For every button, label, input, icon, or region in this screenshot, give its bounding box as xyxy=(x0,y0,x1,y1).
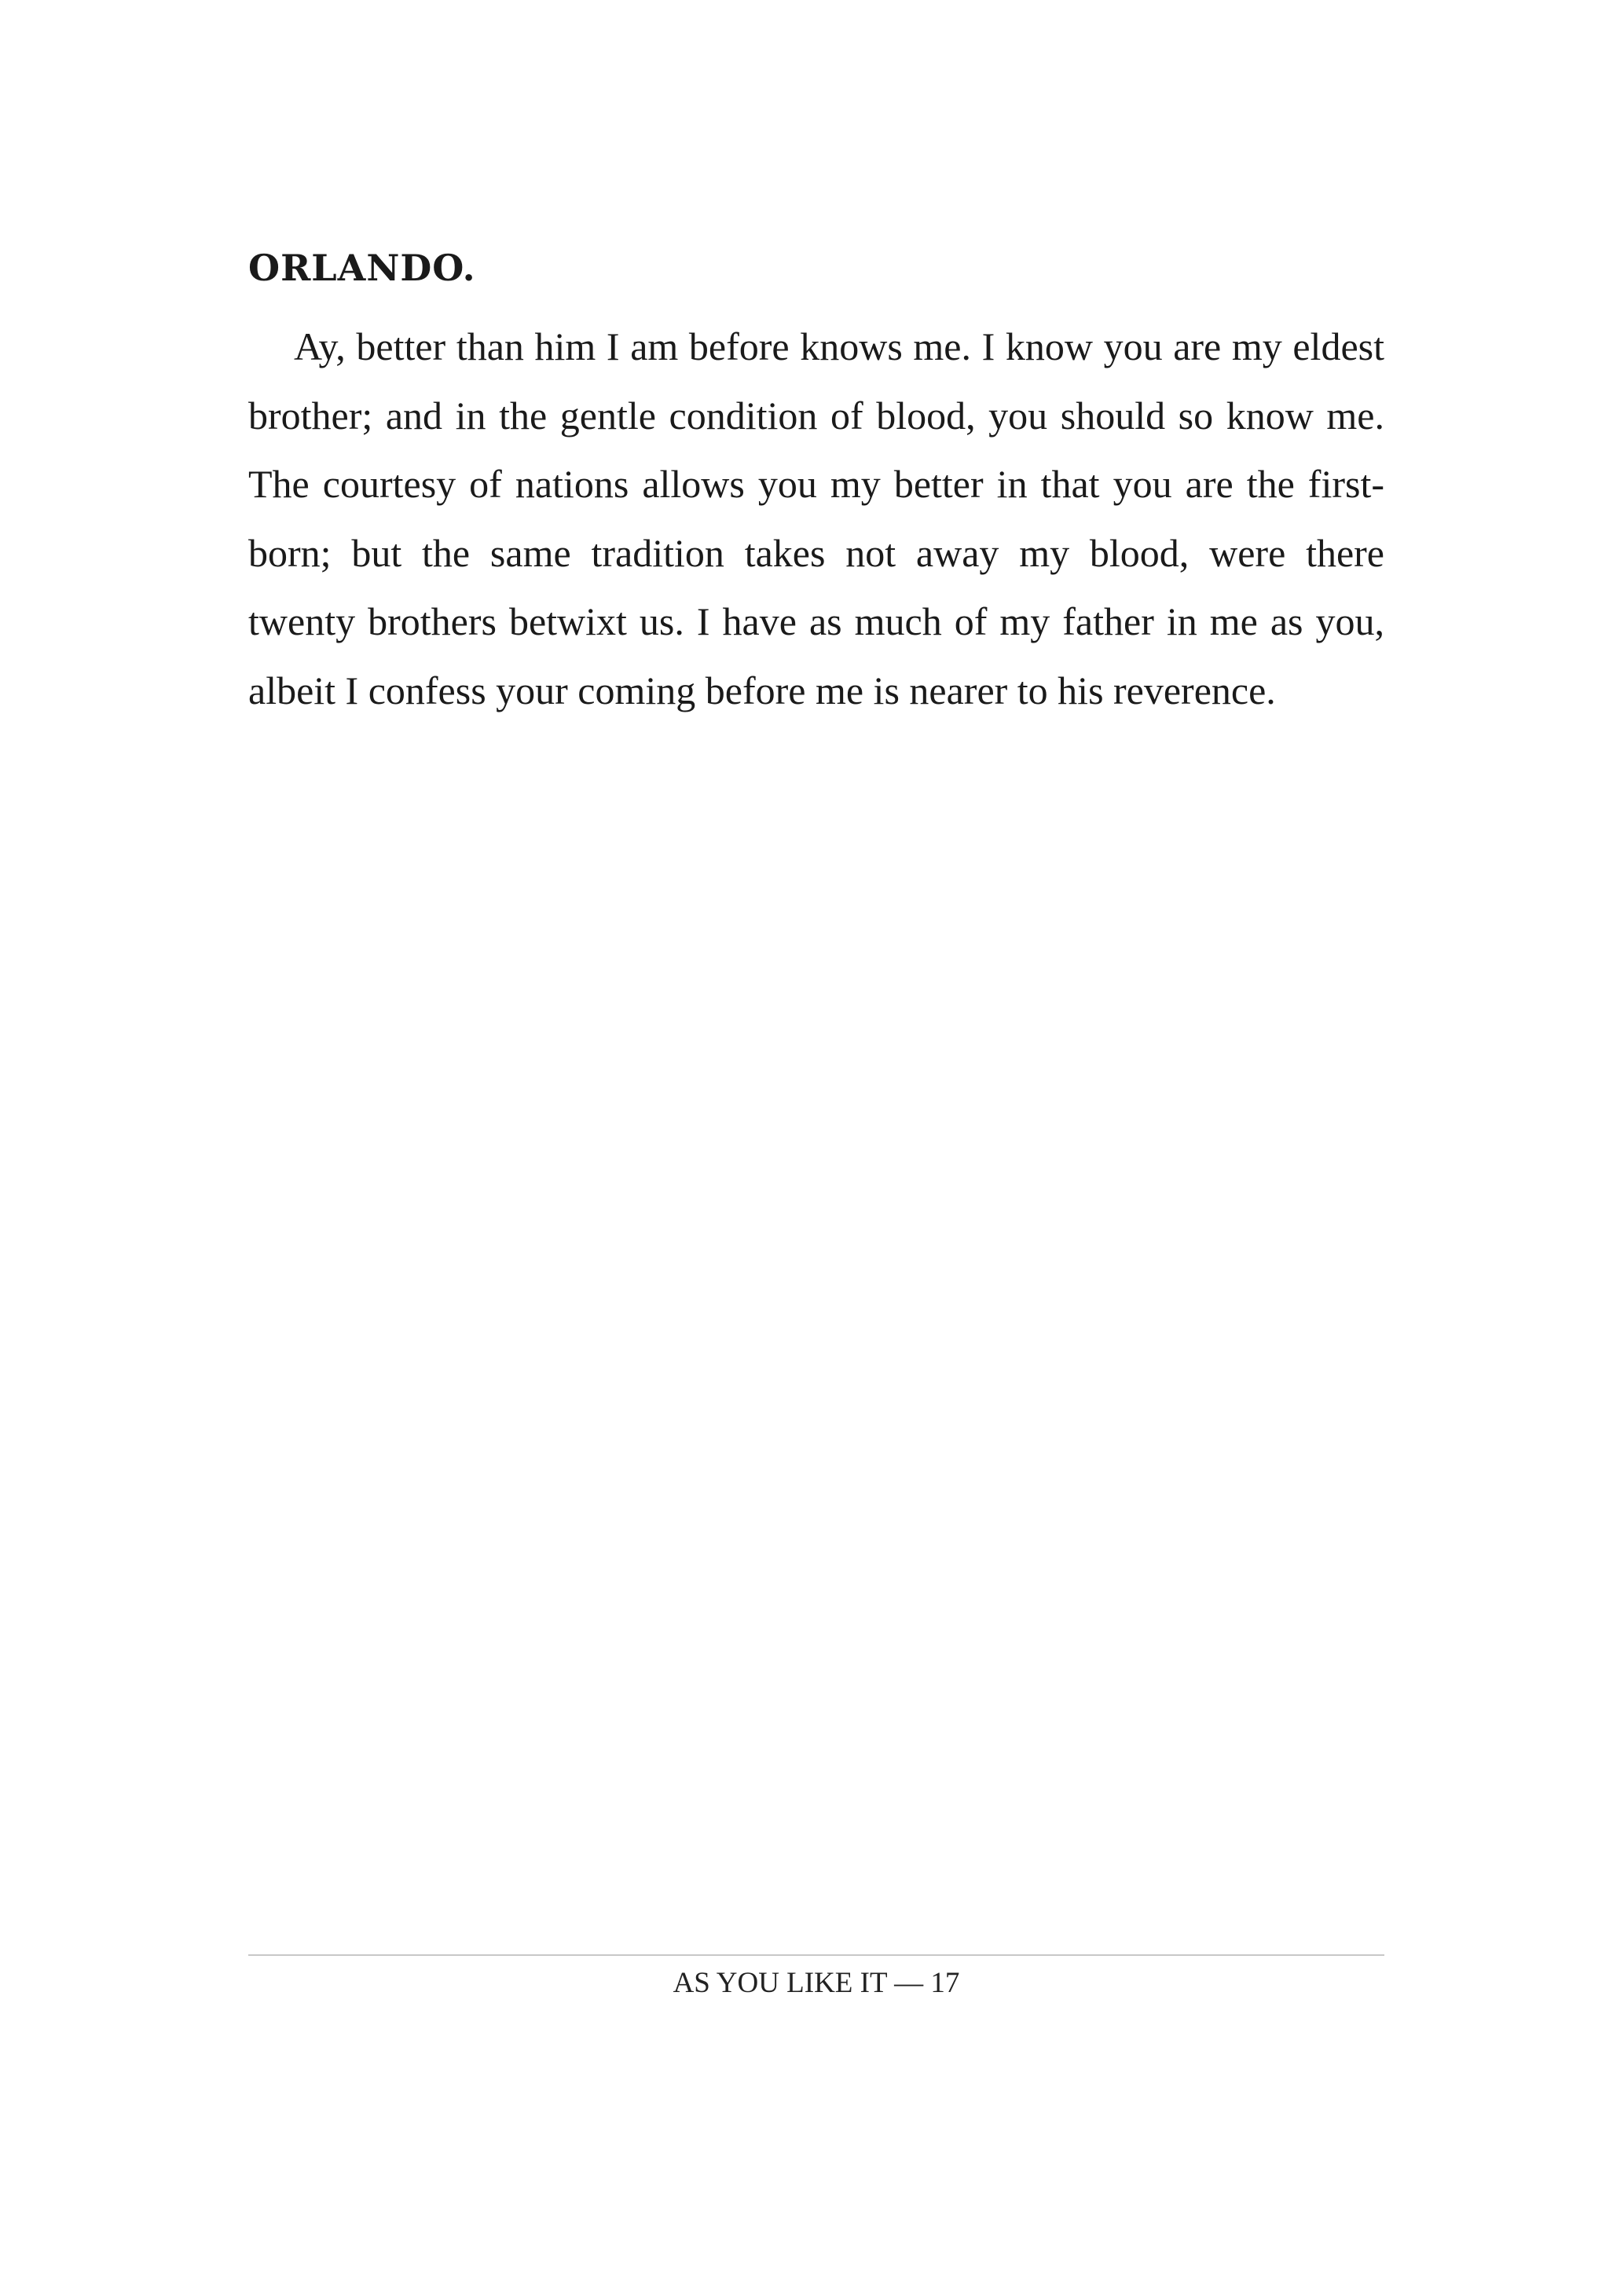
speech-text: Ay, better than him I am before knows me. I know you are my eldest brother; and in the gentle condition of blood, you should so know me. The courtesy of nations allows you my better in that you are the first-born; but the same tradition takes not away my blood, were there twenty brothers betwixt us. I have as much of my father in me as you, albeit I confess your coming before me is nearer to his reverence. xyxy=(248,324,1384,712)
speech-block xyxy=(248,234,1384,725)
running-footer: AS YOU LIKE IT — 17 xyxy=(673,1967,960,1999)
speaker-name: ORLANDO. xyxy=(248,247,476,289)
footer-divider xyxy=(248,1954,1384,1956)
